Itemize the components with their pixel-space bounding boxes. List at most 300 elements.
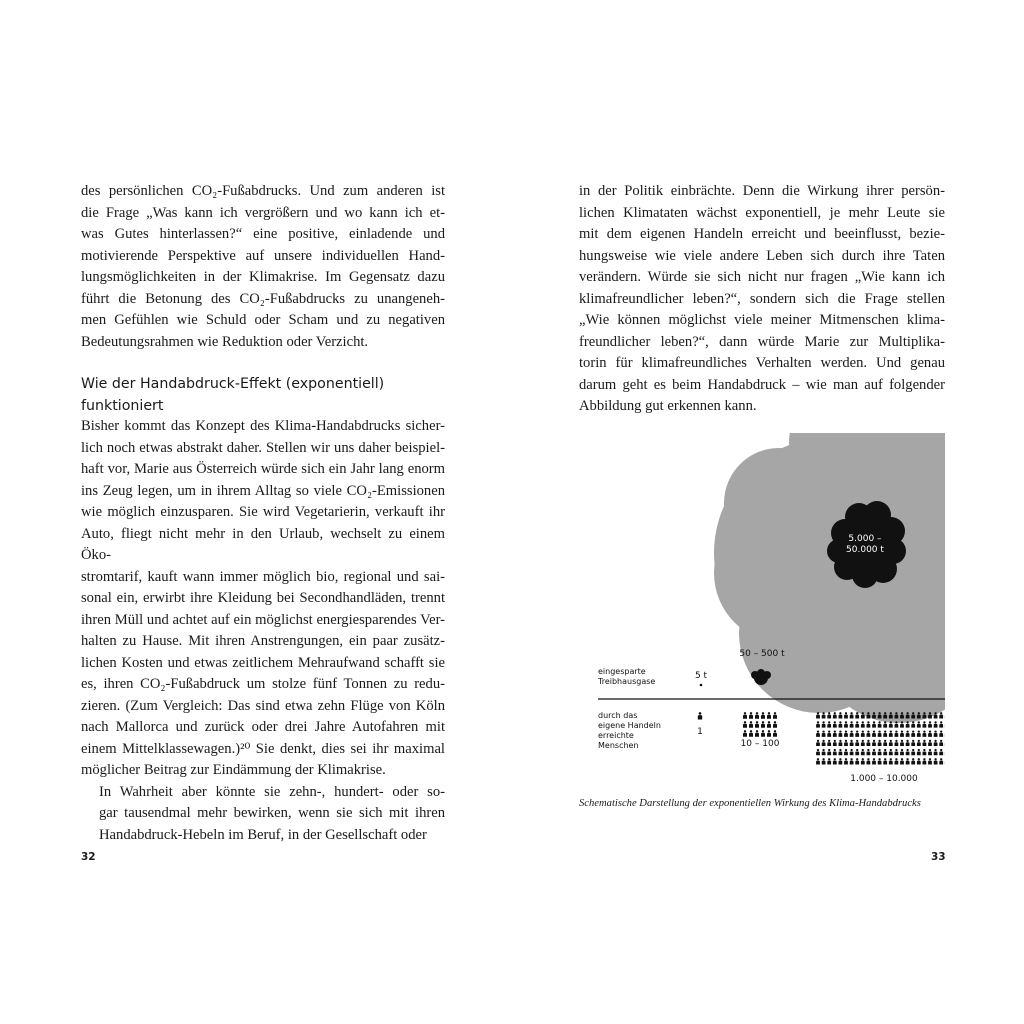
person-body: [698, 715, 702, 719]
person-body: [911, 715, 915, 719]
person-head: [756, 730, 758, 732]
person-body: [928, 724, 932, 728]
text-line: lungsmöglichkeiten in der Klimakrise. Im Gegensatz dazu: [81, 269, 445, 285]
person-head: [839, 758, 841, 760]
person-body: [755, 733, 759, 737]
person-head: [878, 749, 880, 751]
person-body: [855, 761, 859, 765]
person-body: [911, 751, 915, 755]
person-body: [827, 715, 831, 719]
person-body: [861, 742, 865, 746]
text-line: nach Mallorca und zurück oder drei Jahre Autofahren mit: [81, 719, 445, 735]
person-head: [850, 740, 852, 742]
person-head: [878, 740, 880, 742]
person-head: [906, 721, 908, 723]
person-body: [906, 751, 910, 755]
person-head: [918, 740, 920, 742]
person-body: [878, 742, 882, 746]
row-label-people-4: Menschen: [598, 741, 639, 750]
text-line: stromtarif, kauft wann immer möglich bio, regional und sai-: [81, 568, 445, 585]
person-head: [940, 758, 942, 760]
paragraph-1: [81, 181, 445, 353]
person-body: [928, 742, 932, 746]
person-body: [906, 724, 910, 728]
person-head: [856, 758, 858, 760]
row-label-saved-2: Treibhausgase: [598, 677, 656, 686]
person-head: [906, 712, 908, 714]
person-head: [873, 740, 875, 742]
person-head: [845, 740, 847, 742]
person-head: [817, 721, 819, 723]
person-body: [934, 742, 938, 746]
person-body: [822, 742, 826, 746]
person-head: [884, 730, 886, 732]
person-body: [861, 715, 865, 719]
person-body: [872, 742, 876, 746]
person-head: [834, 758, 836, 760]
person-body: [850, 724, 854, 728]
person-body: [761, 715, 765, 719]
person-body: [743, 733, 747, 737]
person-head: [929, 758, 931, 760]
person-head: [817, 749, 819, 751]
person-head: [845, 758, 847, 760]
text-line: ihren Müll und achtet auf ein möglichst energiesparendes Ver-: [81, 611, 445, 628]
person-head: [923, 730, 925, 732]
person-head: [750, 730, 752, 732]
person-body: [743, 715, 747, 719]
paragraph-2: [81, 416, 445, 846]
text-line: zieren. (Zum Vergleich: Das sind etwa zehn Flüge von Köln: [81, 697, 445, 714]
person-body: [934, 751, 938, 755]
person-head: [884, 712, 886, 714]
person-body: [822, 724, 826, 728]
person-head: [923, 721, 925, 723]
person-head: [762, 730, 764, 732]
person-body: [939, 751, 943, 755]
person-body: [895, 751, 899, 755]
text-line: ins Zeug legen, um in ihrem Alltag so viele CO₂-Emissionen: [81, 482, 445, 499]
text-line: torin für klimafreundliches Verhalten werden. Und genau: [579, 355, 945, 371]
person-head: [940, 730, 942, 732]
person-head: [934, 730, 936, 732]
person-body: [867, 724, 871, 728]
person-head: [890, 730, 892, 732]
person-body: [827, 761, 831, 765]
text-line: Handabdruck-Hebeln im Beruf, in der Gesellschaft oder: [99, 826, 427, 843]
person-body: [767, 733, 771, 737]
text-line: Bedeutungsrahmen wie Reduktion oder Verzicht.: [81, 333, 369, 350]
person-body: [939, 742, 943, 746]
person-head: [912, 758, 914, 760]
person-body: [906, 742, 910, 746]
person-body: [872, 761, 876, 765]
person-head: [839, 749, 841, 751]
row-label-people-2: eigene Handeln: [598, 721, 661, 730]
person-head: [862, 758, 864, 760]
person-head: [940, 721, 942, 723]
person-head: [912, 730, 914, 732]
person-body: [773, 715, 777, 719]
person-head: [890, 758, 892, 760]
person-head: [774, 730, 776, 732]
text-line: verändern. Würde sie sich nicht nur fragen „Wie kann ich: [579, 269, 945, 285]
person-head: [867, 749, 869, 751]
person-body: [867, 733, 871, 737]
person-head: [817, 730, 819, 732]
person-head: [906, 758, 908, 760]
person-body: [900, 715, 904, 719]
person-body: [833, 761, 837, 765]
text-line: die Frage „Was kann ich vergrößern und wo kann ich et-: [81, 204, 445, 221]
person-body: [867, 751, 871, 755]
person-body: [827, 751, 831, 755]
person-head: [699, 712, 702, 715]
person-head: [923, 712, 925, 714]
person-body: [900, 751, 904, 755]
person-head: [862, 749, 864, 751]
page-number-right: 33: [931, 851, 946, 863]
person-head: [890, 740, 892, 742]
person-body: [833, 715, 837, 719]
person-head: [929, 721, 931, 723]
person-head: [940, 749, 942, 751]
person-body: [855, 733, 859, 737]
text-line: einem Mittelklassewagen.)²⁰ Sie denkt, dies sei ihr maximal: [81, 740, 445, 757]
person-head: [923, 749, 925, 751]
person-body: [755, 715, 759, 719]
person-icons-group-10-100: [743, 712, 777, 737]
person-head: [834, 721, 836, 723]
person-body: [923, 715, 927, 719]
person-body: [917, 724, 921, 728]
text-line: mit dem eigenen Handeln erreicht und beeinflusst, bezie-: [579, 226, 945, 242]
page-number-left: 32: [81, 851, 96, 863]
person-body: [767, 715, 771, 719]
person-body: [850, 761, 854, 765]
person-body: [889, 751, 893, 755]
person-body: [844, 724, 848, 728]
tiny-cloud-dot: [700, 684, 703, 687]
person-head: [822, 730, 824, 732]
person-body: [861, 751, 865, 755]
value-people-medium: 10 – 100: [740, 739, 780, 749]
text-line: In Wahrheit aber könnte sie zehn-, hundert- oder so-: [99, 783, 445, 800]
person-body: [889, 715, 893, 719]
text-line: Auto, fliegt nicht mehr in den Urlaub, wechselt zu einem Öko-: [81, 525, 445, 563]
person-body: [822, 751, 826, 755]
person-body: [867, 715, 871, 719]
person-head: [850, 730, 852, 732]
person-head: [918, 721, 920, 723]
person-body: [934, 724, 938, 728]
cloud-lobe: [742, 487, 758, 503]
person-body: [827, 733, 831, 737]
person-body: [761, 733, 765, 737]
person-head: [822, 712, 824, 714]
person-head: [828, 758, 830, 760]
person-head: [890, 721, 892, 723]
person-body: [878, 733, 882, 737]
person-body: [844, 742, 848, 746]
person-head: [934, 712, 936, 714]
person-body: [839, 733, 843, 737]
person-head: [822, 740, 824, 742]
person-body: [844, 751, 848, 755]
text-line: klimafreundlicher leben?“, sondern sich die Frage stellen: [579, 290, 945, 307]
person-head: [744, 712, 746, 714]
value-people-small: 1: [697, 727, 703, 737]
person-body: [889, 733, 893, 737]
person-body: [878, 761, 882, 765]
person-head: [873, 712, 875, 714]
person-head: [768, 730, 770, 732]
person-body: [872, 724, 876, 728]
person-head: [845, 721, 847, 723]
section-heading: Wie der Handabdruck-Effekt (exponentiell) funktioniert: [81, 376, 385, 414]
person-head: [850, 712, 852, 714]
person-body: [939, 761, 943, 765]
person-head: [822, 749, 824, 751]
person-head: [856, 749, 858, 751]
person-body: [939, 715, 943, 719]
person-body: [844, 761, 848, 765]
person-head: [901, 730, 903, 732]
person-head: [895, 721, 897, 723]
paragraph-2-text: [81, 416, 445, 782]
person-body: [923, 733, 927, 737]
person-head: [873, 721, 875, 723]
person-head: [918, 749, 920, 751]
person-head: [890, 749, 892, 751]
person-head: [839, 721, 841, 723]
value-large-saved-2: 50.000 t: [846, 545, 884, 555]
person-head: [912, 721, 914, 723]
person-body: [900, 742, 904, 746]
person-head: [850, 749, 852, 751]
text-line: men Gefühlen wie Schuld oder Scham und zu negativen: [81, 312, 445, 328]
person-head: [929, 749, 931, 751]
text-line: in der Politik einbrächte. Denn die Wirkung ihrer persön-: [579, 183, 945, 199]
person-head: [756, 712, 758, 714]
person-head: [867, 740, 869, 742]
person-body: [761, 724, 765, 728]
person-body: [850, 715, 854, 719]
person-head: [822, 721, 824, 723]
text-line: gar tausendmal mehr bewirken, wenn sie sich mit ihren: [99, 805, 445, 821]
person-body: [850, 742, 854, 746]
person-body: [749, 733, 753, 737]
person-body: [872, 751, 876, 755]
person-body: [827, 724, 831, 728]
person-body: [867, 761, 871, 765]
person-body: [900, 724, 904, 728]
person-body: [855, 751, 859, 755]
person-head: [762, 721, 764, 723]
person-head: [884, 740, 886, 742]
person-head: [828, 712, 830, 714]
person-head: [906, 740, 908, 742]
person-head: [867, 730, 869, 732]
person-body: [911, 724, 915, 728]
person-head: [918, 758, 920, 760]
text-line: lich noch etwas abstrakt daher. Stellen wir uns daher beispiel-: [81, 439, 445, 456]
person-head: [834, 740, 836, 742]
person-head: [845, 712, 847, 714]
person-head: [845, 730, 847, 732]
person-body: [816, 751, 820, 755]
person-body: [833, 742, 837, 746]
person-head: [867, 758, 869, 760]
person-body: [923, 724, 927, 728]
person-head: [862, 740, 864, 742]
person-head: [774, 712, 776, 714]
person-head: [845, 749, 847, 751]
person-head: [839, 730, 841, 732]
person-head: [895, 758, 897, 760]
person-body: [767, 724, 771, 728]
person-body: [839, 724, 843, 728]
person-head: [901, 721, 903, 723]
person-body: [816, 715, 820, 719]
person-head: [929, 730, 931, 732]
person-body: [934, 761, 938, 765]
person-icon-single: [698, 712, 702, 719]
person-body: [861, 724, 865, 728]
text-line: möglicher Beitrag zur Eindämmung der Klimakrise.: [81, 762, 386, 778]
person-head: [862, 721, 864, 723]
person-head: [901, 749, 903, 751]
person-head: [817, 758, 819, 760]
row-label-saved-1: eingesparte: [598, 667, 646, 676]
person-head: [744, 721, 746, 723]
person-body: [844, 715, 848, 719]
person-head: [878, 721, 880, 723]
person-head: [934, 749, 936, 751]
person-body: [923, 751, 927, 755]
value-small-saved: 5 t: [694, 671, 708, 681]
person-body: [917, 751, 921, 755]
person-head: [934, 740, 936, 742]
text-line: darum geht es beim Handabdruck – wie man auf folgender: [579, 376, 945, 393]
person-body: [939, 724, 943, 728]
text-line: des persönlichen CO₂-Fußabdrucks. Und zum anderen ist: [81, 183, 445, 199]
person-body: [906, 733, 910, 737]
person-head: [862, 730, 864, 732]
person-body: [895, 761, 899, 765]
person-body: [934, 715, 938, 719]
text-line: haft vor, Marie aus Österreich würde sich ein Jahr lang enorm: [81, 461, 445, 477]
person-body: [839, 742, 843, 746]
cloud-lobe: [760, 487, 776, 503]
text-line: führt die Betonung des CO₂-Fußabdrucks zu unangeneh-: [81, 290, 445, 307]
person-head: [822, 758, 824, 760]
person-head: [850, 721, 852, 723]
person-body: [939, 733, 943, 737]
person-body: [855, 742, 859, 746]
person-head: [768, 712, 770, 714]
person-body: [911, 761, 915, 765]
person-body: [923, 742, 927, 746]
person-body: [911, 742, 915, 746]
person-body: [749, 724, 753, 728]
person-head: [744, 730, 746, 732]
person-head: [890, 712, 892, 714]
person-body: [928, 733, 932, 737]
person-body: [883, 742, 887, 746]
person-body: [773, 733, 777, 737]
large-cloud-shape: [714, 433, 945, 723]
person-head: [828, 740, 830, 742]
person-body: [889, 724, 893, 728]
text-line: motivierende Perspektive auf unsere individuellen Hand-: [81, 247, 445, 264]
person-body: [889, 761, 893, 765]
paragraph-3-text: [81, 782, 445, 847]
person-body: [934, 733, 938, 737]
person-body: [839, 761, 843, 765]
person-body: [883, 724, 887, 728]
person-head: [934, 758, 936, 760]
value-medium-saved: 50 – 500 t: [739, 649, 785, 659]
person-head: [878, 758, 880, 760]
person-head: [774, 721, 776, 723]
person-head: [828, 730, 830, 732]
person-body: [917, 733, 921, 737]
person-head: [934, 721, 936, 723]
person-head: [901, 740, 903, 742]
person-head: [884, 758, 886, 760]
person-head: [750, 721, 752, 723]
person-head: [828, 749, 830, 751]
text-line: was Gutes hinterlassen?“ eine positive, einladende und: [81, 226, 445, 242]
person-body: [895, 733, 899, 737]
person-head: [906, 730, 908, 732]
person-head: [906, 749, 908, 751]
person-body: [833, 733, 837, 737]
paragraph-right-text: [579, 181, 945, 418]
person-body: [889, 742, 893, 746]
person-head: [895, 749, 897, 751]
value-people-large: 1.000 – 10.000: [850, 774, 918, 784]
person-head: [912, 749, 914, 751]
person-body: [917, 761, 921, 765]
person-head: [856, 712, 858, 714]
person-body: [822, 733, 826, 737]
person-head: [762, 712, 764, 714]
person-head: [862, 712, 864, 714]
person-head: [839, 712, 841, 714]
person-head: [895, 730, 897, 732]
person-head: [817, 740, 819, 742]
person-body: [816, 761, 820, 765]
person-body: [917, 715, 921, 719]
person-body: [844, 733, 848, 737]
person-body: [839, 751, 843, 755]
person-head: [878, 730, 880, 732]
paragraph-right: [579, 181, 945, 418]
text-line: freundlicher leben?“, dann würde Marie zur Multiplika-: [579, 333, 945, 350]
person-body: [816, 733, 820, 737]
text-line: halten zu Hause. Mit ihren Anstrengungen, ein paar zusätz-: [81, 633, 445, 649]
person-head: [895, 740, 897, 742]
person-body: [906, 761, 910, 765]
person-body: [827, 742, 831, 746]
person-head: [929, 712, 931, 714]
text-line: lichen Klimataten wächst exponentiell, je mehr Leute sie: [579, 204, 945, 221]
person-head: [756, 721, 758, 723]
person-body: [861, 761, 865, 765]
person-body: [855, 715, 859, 719]
